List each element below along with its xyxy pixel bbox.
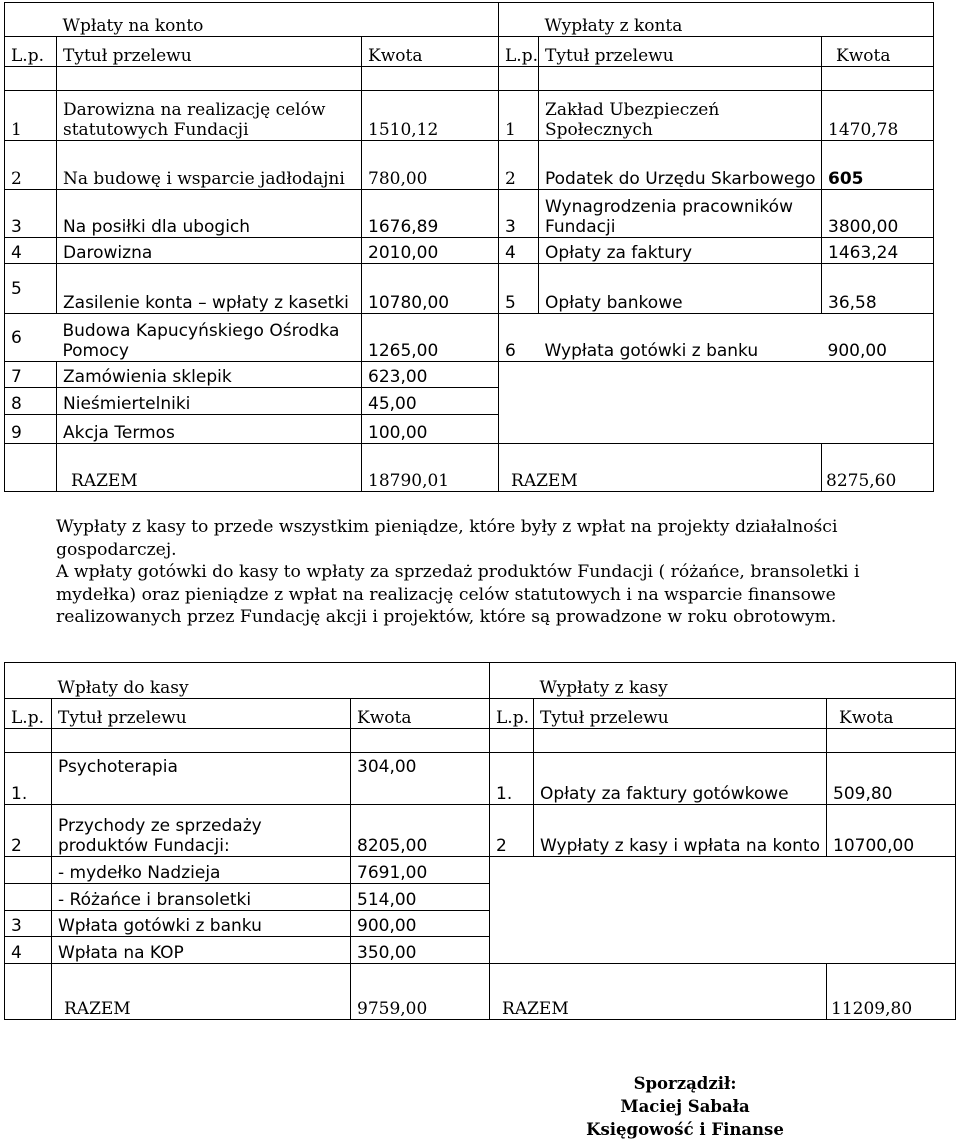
col-amount: Kwota xyxy=(362,37,499,67)
table-row: 3 Wpłata gotówki z banku 900,00 xyxy=(5,911,956,937)
table-row: - Różańce i bransoletki 514,00 xyxy=(5,884,956,911)
total-out: 8275,60 xyxy=(822,444,934,492)
account-table xyxy=(4,2,934,492)
cash-out-title: Wypłaty z kasy xyxy=(534,663,956,699)
table-row: 4 Wpłata na KOP 350,00 xyxy=(5,937,956,964)
total-label: RAZEM xyxy=(57,444,362,492)
total-row xyxy=(5,444,934,492)
table-row: 4 Darowizna 2010,00 4 Opłaty za faktury 1463,24 xyxy=(5,238,934,264)
col-amount: Kwota xyxy=(822,37,934,67)
cash-in-title: Wpłaty do kasy xyxy=(52,663,490,699)
table-row: 7 Zamówienia sklepik 623,00 xyxy=(5,362,934,388)
total-label: RAZEM xyxy=(52,964,351,1020)
col-amount: Kwota xyxy=(351,699,490,729)
table-row: 1 Darowizna na realizację celów statutowych Fundacji 1510,12 1 Zakład Ubezpieczeń Społecznych 1470,78 xyxy=(5,91,934,141)
col-title: Tytuł przelewu xyxy=(539,37,822,67)
cash-table xyxy=(4,662,956,1020)
col-title: Tytuł przelewu xyxy=(57,37,362,67)
table-row: - mydełko Nadzieja 7691,00 xyxy=(5,857,956,884)
account-in-title: Wpłaty na konto xyxy=(57,3,499,37)
table-row: 1. Psychoterapia 304,00 1. Opłaty za faktury gotówkowe 509,80 xyxy=(5,753,956,805)
table-row: 6 Budowa Kapucyńskiego Ośrodka Pomocy 1265,00 6 Wypłata gotówki z banku 900,00 xyxy=(5,314,934,362)
total-in: 9759,00 xyxy=(351,964,490,1020)
table-row: 8 Nieśmiertelniki 45,00 xyxy=(5,388,934,415)
col-title: Tytuł przelewu xyxy=(52,699,351,729)
total-out: 11209,80 xyxy=(827,964,956,1020)
col-title: Tytuł przelewu xyxy=(534,699,827,729)
signature-label: Sporządził: xyxy=(633,1074,737,1093)
total-label: RAZEM xyxy=(490,964,827,1020)
table-row: 2 Na budowę i wsparcie jadłodajni 780,00 2 Podatek do Urzędu Skarbowego 605 xyxy=(5,141,934,190)
total-row xyxy=(5,964,956,1020)
note-paragraph: A wpłaty gotówki do kasy to wpłaty za sprzedaż produktów Fundacji ( różańce, bransoletki i mydełka) oraz pieniądze z wpłat na realizację celów statutowych i na wsparcie finansowe realizowanych przez Fundację akcji i projektów, które są prowadzone w roku obrotowym. xyxy=(56,562,860,627)
col-lp: L.p. xyxy=(5,699,52,729)
explanatory-note xyxy=(56,516,906,629)
table-row: 2 Przychody ze sprzedaży produktów Fundacji: 8205,00 2 Wypłaty z kasy i wpłata na konto 10700,00 xyxy=(5,805,956,857)
table-row: 5 Zasilenie konta – wpłaty z kasetki 10780,00 5 Opłaty bankowe 36,58 xyxy=(5,264,934,314)
col-lp: L.p. xyxy=(5,37,57,67)
col-amount: Kwota xyxy=(827,699,956,729)
signature-name: Maciej Sabała xyxy=(620,1097,750,1116)
table-row: 9 Akcja Termos 100,00 xyxy=(5,415,934,444)
total-label: RAZEM xyxy=(499,444,822,492)
account-out-title: Wypłaty z konta xyxy=(539,3,934,37)
col-lp: L.p. xyxy=(490,699,534,729)
col-lp: L.p. xyxy=(499,37,539,67)
signature-department: Księgowość i Finanse xyxy=(586,1120,784,1139)
signature-block xyxy=(560,1072,810,1141)
total-in: 18790,01 xyxy=(362,444,499,492)
table-row: 3 Na posiłki dla ubogich 1676,89 3 Wynagrodzenia pracowników Fundacji 3800,00 xyxy=(5,190,934,238)
note-paragraph: Wypłaty z kasy to przede wszystkim pieniądze, które były z wpłat na projekty działalności gospodarczej. xyxy=(56,517,838,560)
